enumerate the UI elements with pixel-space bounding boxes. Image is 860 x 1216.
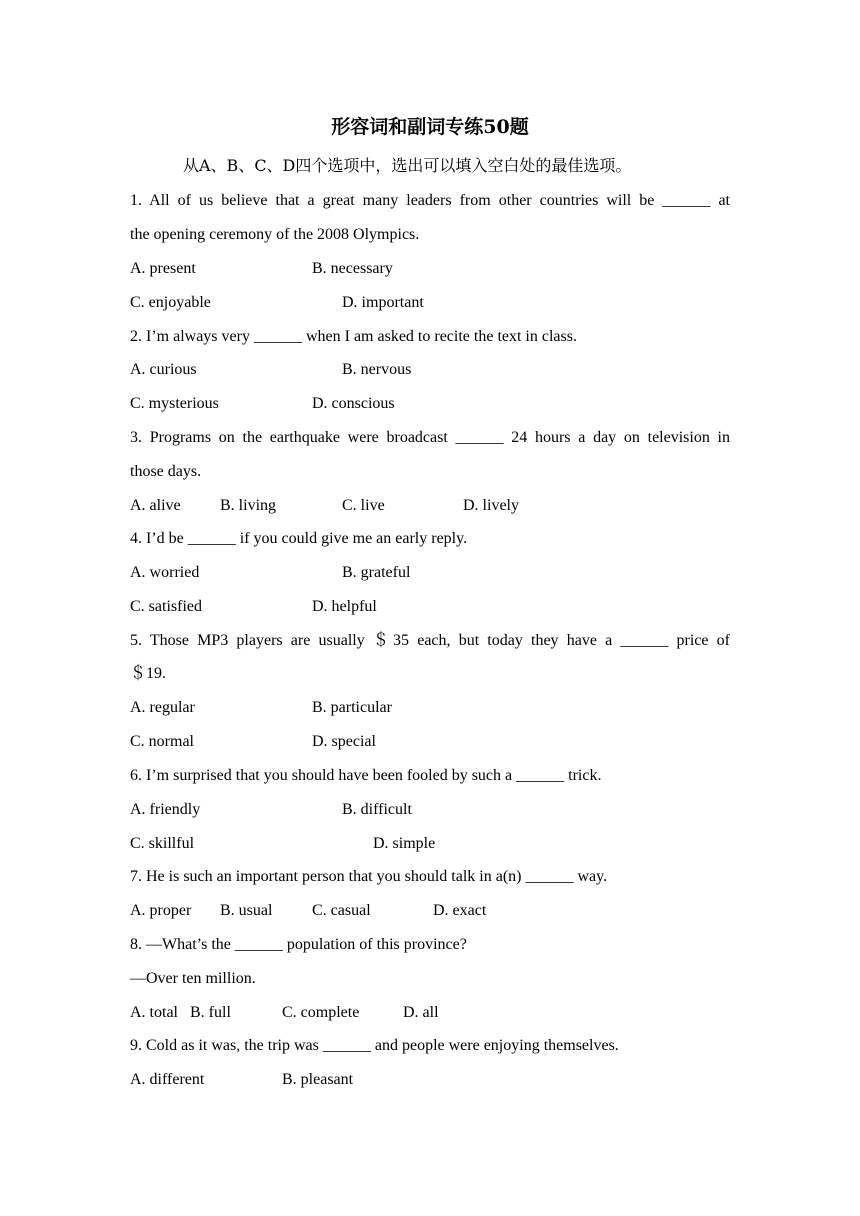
question-6-option-b: B. difficult — [342, 801, 412, 818]
question-3-option-d: D. lively — [463, 497, 519, 514]
question-8-option-a: A. total — [130, 1004, 178, 1021]
question-2-option-a: A. curious — [130, 361, 197, 378]
question-2-option-b: B. nervous — [342, 361, 412, 378]
question-6-option-a: A. friendly — [130, 801, 201, 818]
question-8-option-c: C. complete — [282, 1004, 360, 1021]
question-6-option-c: C. skillful — [130, 835, 195, 852]
question-7-option-c: C. casual — [312, 902, 371, 919]
question-2-option-c: C. mysterious — [130, 395, 219, 412]
question-9-option-b: B. pleasant — [282, 1071, 354, 1088]
question-6-text: 6. I’m surprised that you should have been fooled by such a ______ trick. — [130, 767, 602, 784]
question-2-option-d: D. conscious — [312, 395, 395, 412]
question-4-text: 4. I’d be ______ if you could give me an early reply. — [130, 530, 468, 547]
question-4-option-b: B. grateful — [342, 564, 411, 581]
question-5-option-b: B. particular — [312, 699, 392, 716]
question-4-option-d: D. helpful — [312, 598, 377, 615]
question-8-option-d: D. all — [403, 1004, 439, 1021]
question-1-option-b: B. necessary — [312, 260, 393, 277]
question-5-text-cont: ＄19. — [130, 665, 167, 682]
question-3-text-cont: those days. — [130, 463, 202, 480]
question-8-text: 8. —What’s the ______ population of this province? — [130, 936, 467, 953]
question-3-option-b: B. living — [220, 497, 277, 514]
question-5-text: 5. Those MP3 players are usually ＄35 each, but today they have a ______ price of — [130, 632, 730, 649]
question-3-text: 3. Programs on the earthquake were broadcast ______ 24 hours a day on television in — [130, 429, 730, 446]
question-4-option-a: A. worried — [130, 564, 200, 581]
question-3-option-a: A. alive — [130, 497, 181, 514]
question-9-text: 9. Cold as it was, the trip was ______ and people were enjoying themselves. — [130, 1037, 619, 1054]
question-3-option-c: C. live — [342, 497, 385, 514]
question-5-option-a: A. regular — [130, 699, 195, 716]
question-1-option-a: A. present — [130, 260, 196, 277]
question-8-option-b: B. full — [190, 1004, 231, 1021]
question-1-text: 1. All of us believe that a great many leaders from other countries will be ______ at — [130, 192, 730, 209]
question-1-option-d: D. important — [342, 294, 424, 311]
question-6-option-d: D. simple — [373, 835, 436, 852]
question-9-option-a: A. different — [130, 1071, 205, 1088]
question-8-answer-line: —Over ten million. — [130, 970, 256, 987]
question-7-option-a: A. proper — [130, 902, 192, 919]
question-5-option-c: C. normal — [130, 733, 194, 750]
question-1-option-c: C. enjoyable — [130, 294, 211, 311]
instructions: 从A、B、C、D四个选项中，选出可以填入空白处的最佳选项。 — [183, 156, 632, 175]
question-7-option-d: D. exact — [433, 902, 487, 919]
question-1-text-cont: the opening ceremony of the 2008 Olympics. — [130, 226, 420, 243]
question-5-option-d: D. special — [312, 733, 376, 750]
page-title: 形容词和副词专练50题 — [331, 116, 529, 138]
question-7-text: 7. He is such an important person that you should talk in a(n) ______ way. — [130, 868, 608, 885]
question-7-option-b: B. usual — [220, 902, 273, 919]
question-4-option-c: C. satisfied — [130, 598, 202, 615]
question-2-text: 2. I’m always very ______ when I am asked to recite the text in class. — [130, 328, 577, 345]
